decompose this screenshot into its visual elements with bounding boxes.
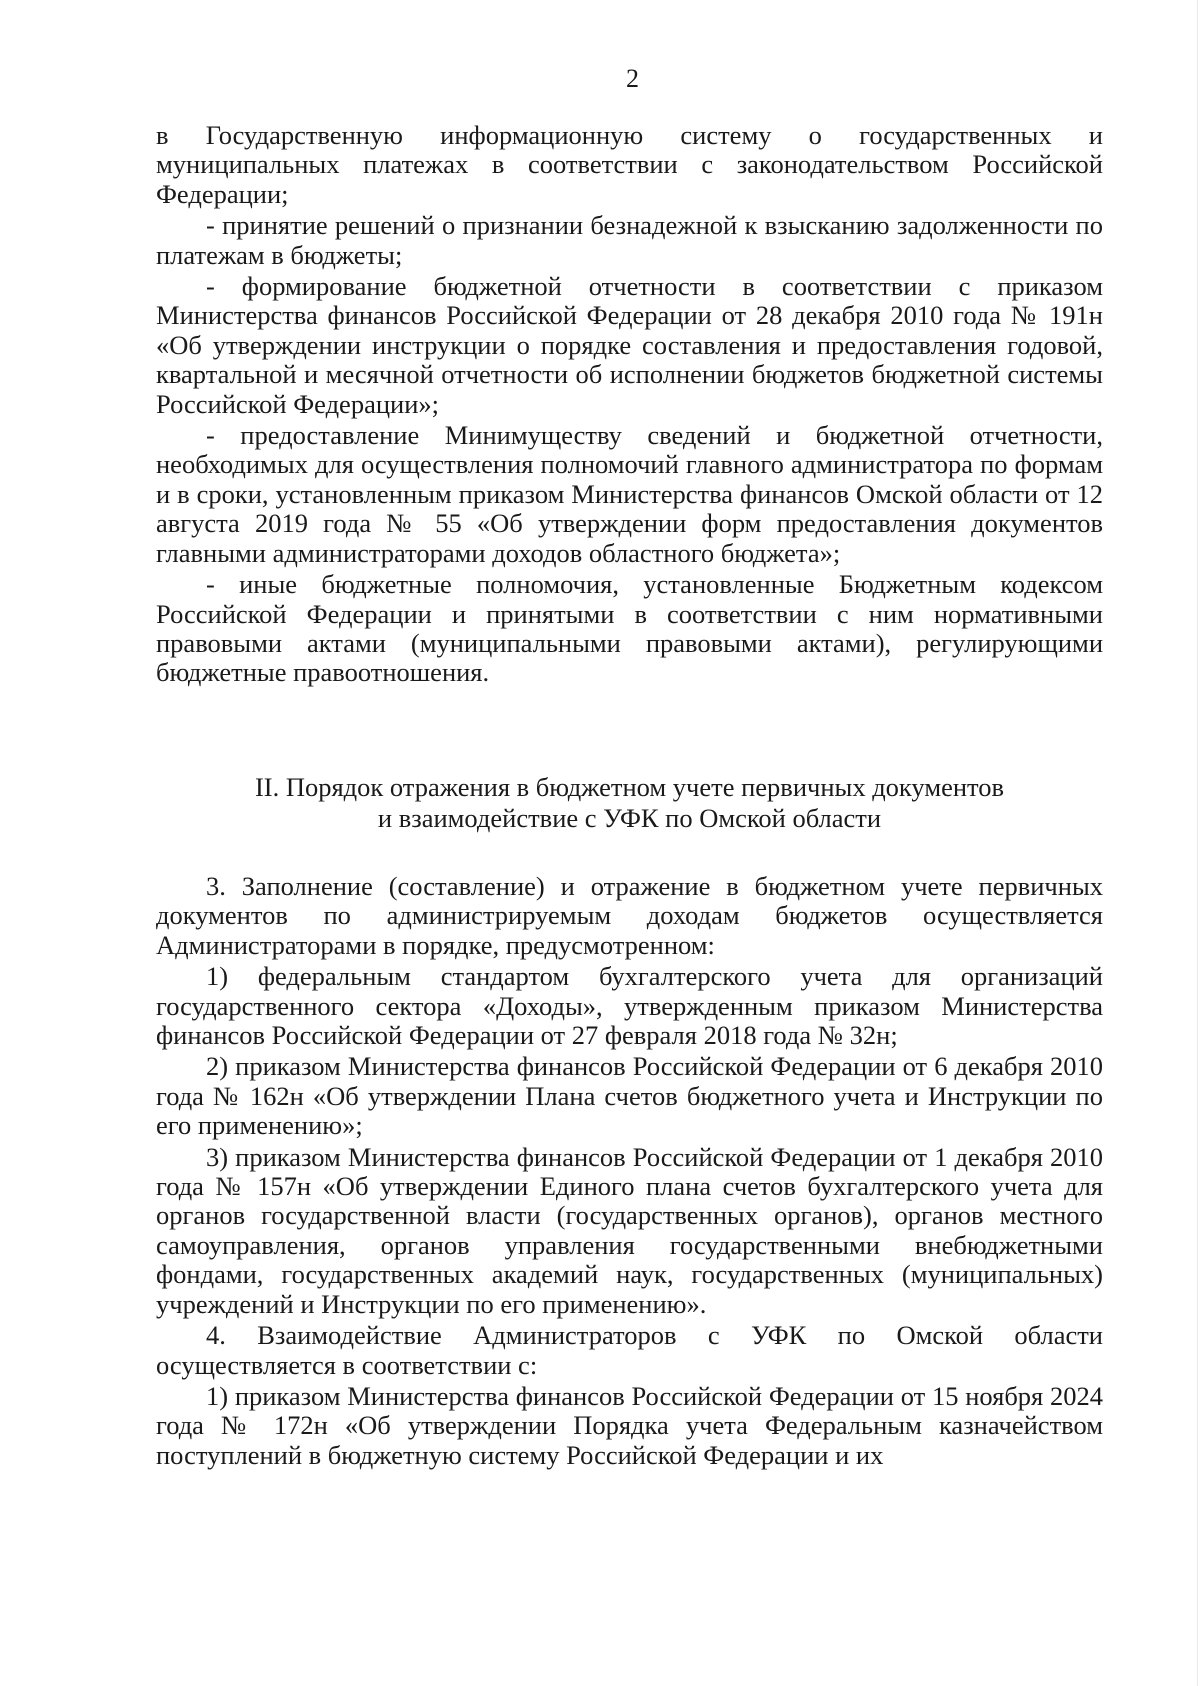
paragraph: 1) федеральным стандартом бухгалтерского учета для организаций государственного сектора «Доходы», утвержденным приказом Министерства финансов Российской Федерации от 27 февраля 2018 года № 32н; <box>156 961 1103 1051</box>
scan-edge-line <box>1197 0 1198 1686</box>
paragraph: - предоставление Минимуществу сведений и бюджетной отчетности, необходимых для осуществления полномочий главного администратора по формам и в сроки, установленным приказом Министерства финансов Омской области от 12 августа 2019 года № 55 «Об утверждении форм предоставления документов главными администраторами доходов областного бюджета»; <box>156 420 1103 568</box>
body-text-section-2 <box>156 872 1103 1472</box>
body-text-section-1 <box>156 121 1103 690</box>
page-number: 2 <box>626 64 639 93</box>
section-heading <box>156 772 1103 834</box>
section-heading-line-1: II. Порядок отражения в бюджетном учете первичных документов <box>254 772 1005 802</box>
paragraph: - принятие решений о признании безнадежной к взысканию задолженности по платежам в бюджеты; <box>156 210 1103 270</box>
paragraph: - иные бюджетные полномочия, установленные Бюджетным кодексом Российской Федерации и принятыми в соответствии с ним нормативными правовыми актами (муниципальными правовыми актами), регулирующими бюджетные правоотношения. <box>156 569 1103 688</box>
paragraph: 3. Заполнение (составление) и отражение в бюджетном учете первичных документов по администрируемым доходам бюджетов осуществляется Администраторами в порядке, предусмотренном: <box>156 871 1103 960</box>
paragraph: в Государственную информационную систему о государственных и муниципальных платежах в соответствии с законодательством Российской Федерации; <box>156 120 1103 209</box>
paragraph: 4. Взаимодействие Администраторов с УФК по Омской области осуществляется в соответствии с: <box>156 1320 1103 1380</box>
section-heading-line-2: и взаимодействие с УФК по Омской области <box>377 803 882 833</box>
paragraph: 1) приказом Министерства финансов Российской Федерации от 15 ноября 2024 года № 172н «Об утверждении Порядка учета Федеральным казначейством поступлений в бюджетную систему Российской Федерации и их <box>156 1380 1103 1470</box>
paragraph: - формирование бюджетной отчетности в соответствии с приказом Министерства финансов Российской Федерации от 28 декабря 2010 года № 191н «Об утверждении инструкции о порядке составления и предоставления годовой, квартальной и месячной отчетности об исполнении бюджетов бюджетной системы Российской Федерации»; <box>156 271 1103 419</box>
paragraph: 3) приказом Министерства финансов Российской Федерации от 1 декабря 2010 года № 157н «Об утверждении Единого плана счетов бухгалтерского учета для органов государственной власти (государственных органов), органов местного самоуправления, органов управления государственными внебюджетными фондами, государственных академий наук, государственных (муниципальных) учреждений и Инструкции по его применению». <box>156 1141 1103 1319</box>
paragraph: 2) приказом Министерства финансов Российской Федерации от 6 декабря 2010 года № 162н «Об утверждении Плана счетов бюджетного учета и Инструкции по его применению»; <box>156 1051 1103 1141</box>
